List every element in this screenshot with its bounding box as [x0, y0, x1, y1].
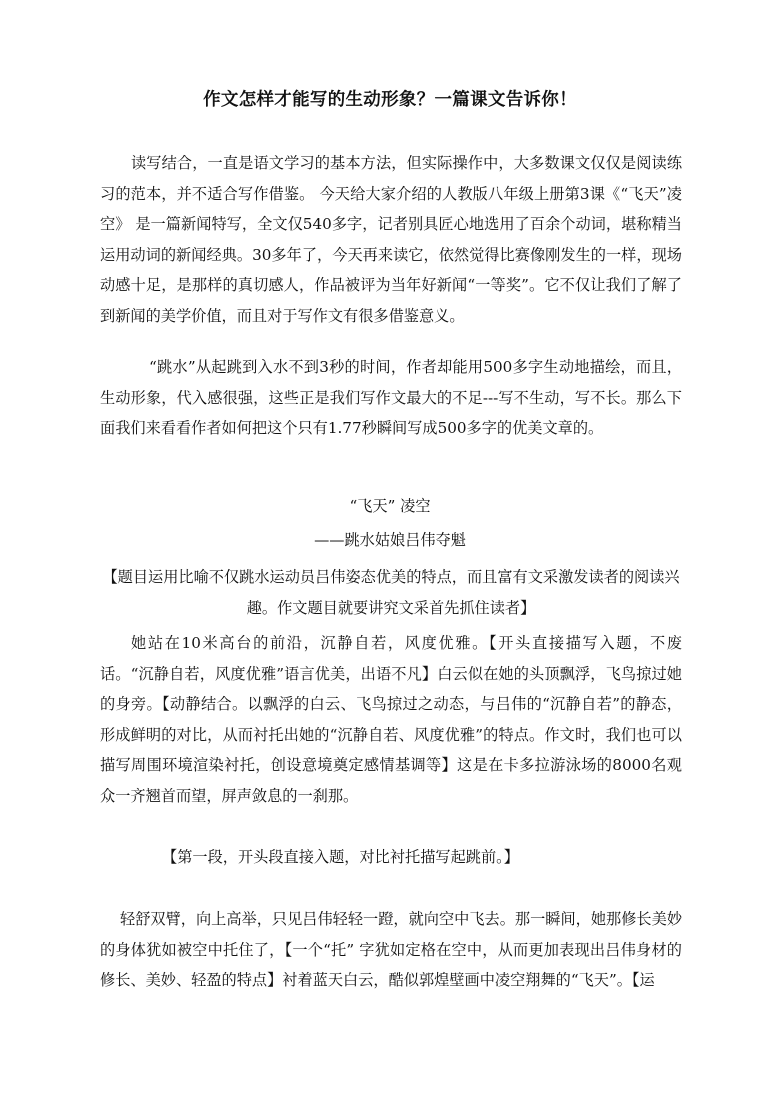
intro-paragraph-2: “跳水”从起跳到入水不到3秒的时间，作者却能用500多字生动地描绘，而且，生动形象，代入感很强，这些正是我们写作文最大的不足---写不生动，写不长。那么下面我们来看看作者如何把这个只有1.77秒瞬间写成500多字的优美文章的。 [100, 358, 682, 438]
article-title-note: 【题目运用比喻不仅跳水运动员吕伟姿态优美的特点，而且富有文采激发读者的阅读兴趣。作文题目就要讲究文采首先抓住读者】 [102, 568, 680, 617]
article-paragraph-2: 轻舒双臂，向上高举，只见吕伟轻轻一蹬，就向空中飞去。那一瞬间，她那修长美妙的身体犹如被空中托住了，【一个“托” 字犹如定格在空中，从而更加表现出吕伟身材的修长、美妙、轻盈的特点】衬着蓝天白云，酷似郭煌壁画中凌空翔舞的“飞天”。【运 [100, 910, 682, 990]
article-paragraph-1-summary: 【第一段，开头段直接入题，对比衬托描写起跳前。】 [162, 848, 519, 866]
document-title: 作文怎样才能写的生动形象？一篇课文告诉你！ [203, 90, 577, 110]
article-byline: ——跳水姑娘吕伟夺魁 [314, 531, 466, 549]
article-paragraph-1: 她站在10米高台的前沿，沉静自若，风度优雅。【开头直接描写入题，不废话。“沉静自若，风度优雅”语言优美，出语不凡】白云似在她的头顶飘浮，飞鸟掠过她的身旁。【动静结合。以飘浮的白云、飞鸟掠过之动态，与吕伟的“沉静自若”的静态，形成鲜明的对比，从而衬托出她的“沉静自若、风度优雅”的特点。作文时，我们也可以描写周围环境渲染衬托，创设意境奠定感情基调等】这是在卡多拉游泳场的8000名观众一齐翘首而望，屏声敛息的一刹那。 [100, 634, 682, 805]
article-title: “飞天” 凌空 [349, 497, 431, 515]
intro-paragraph-1: 读写结合，一直是语文学习的基本方法，但实际操作中，大多数课文仅仅是阅读练习的范本，并不适合写作借鉴。 今天给大家介绍的人教版八年级上册第3课《“飞天”凌空》 是一篇新闻特写，全文仅540多字，记者别具匠心地选用了百余个动词，堪称精当运用动词的新闻经典。30多年了，今天再来读它，依然觉得比赛像刚发生的一样，现场动感十足，是那样的真切感人，作品被评为当年好新闻“一等奖”。它不仅让我们了解了到新闻的美学价值，而且对于写作文有很多借鉴意义。 [100, 154, 682, 325]
